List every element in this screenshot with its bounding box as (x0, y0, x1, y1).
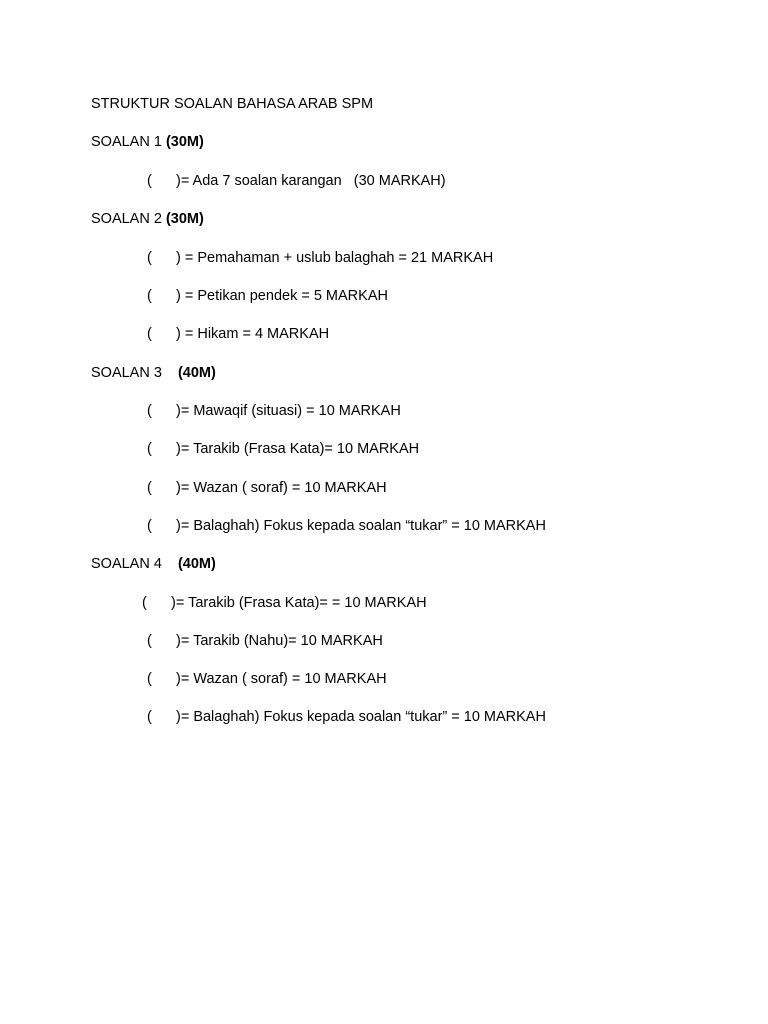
section-marks: (40M) (177, 365, 216, 381)
section-heading-4 (91, 554, 216, 574)
section-label: SOALAN 3 (91, 365, 162, 381)
section-heading-1 (91, 132, 204, 152)
document-title: STRUKTUR SOALAN BAHASA ARAB SPM (91, 96, 374, 112)
section-label: SOALAN 2 (91, 211, 162, 227)
section-2-item-1: ( ) = Pemahaman + uslub balaghah = 21 MARKAH (147, 250, 494, 266)
section-heading-2 (91, 209, 204, 229)
section-marks: (30M) (165, 134, 204, 150)
section-4-item-2: ( )= Tarakib (Nahu)= 10 MARKAH (147, 633, 383, 649)
section-3-item-4: ( )= Balaghah) Fokus kepada soalan “tukar” = 10 MARKAH (147, 518, 546, 534)
section-2-item-2: ( ) = Petikan pendek = 5 MARKAH (147, 288, 388, 304)
section-label: SOALAN 1 (91, 134, 162, 150)
section-heading-3 (91, 363, 216, 383)
section-4-item-1: ( )= Tarakib (Frasa Kata)= = 10 MARKAH (142, 595, 427, 611)
section-3-item-2: ( )= Tarakib (Frasa Kata)= 10 MARKAH (147, 441, 420, 457)
section-3-item-3: ( )= Wazan ( soraf) = 10 MARKAH (147, 480, 387, 496)
section-4-item-4: ( )= Balaghah) Fokus kepada soalan “tukar” = 10 MARKAH (147, 709, 546, 725)
section-marks: (30M) (165, 211, 204, 227)
section-2-item-3: ( ) = Hikam = 4 MARKAH (147, 326, 330, 342)
section-1-item-1: ( )= Ada 7 soalan karangan (30 MARKAH) (147, 173, 446, 189)
section-3-item-1: ( )= Mawaqif (situasi) = 10 MARKAH (147, 403, 401, 419)
section-label: SOALAN 4 (91, 556, 162, 572)
section-4-item-3: ( )= Wazan ( soraf) = 10 MARKAH (147, 671, 387, 687)
section-marks: (40M) (177, 556, 216, 572)
